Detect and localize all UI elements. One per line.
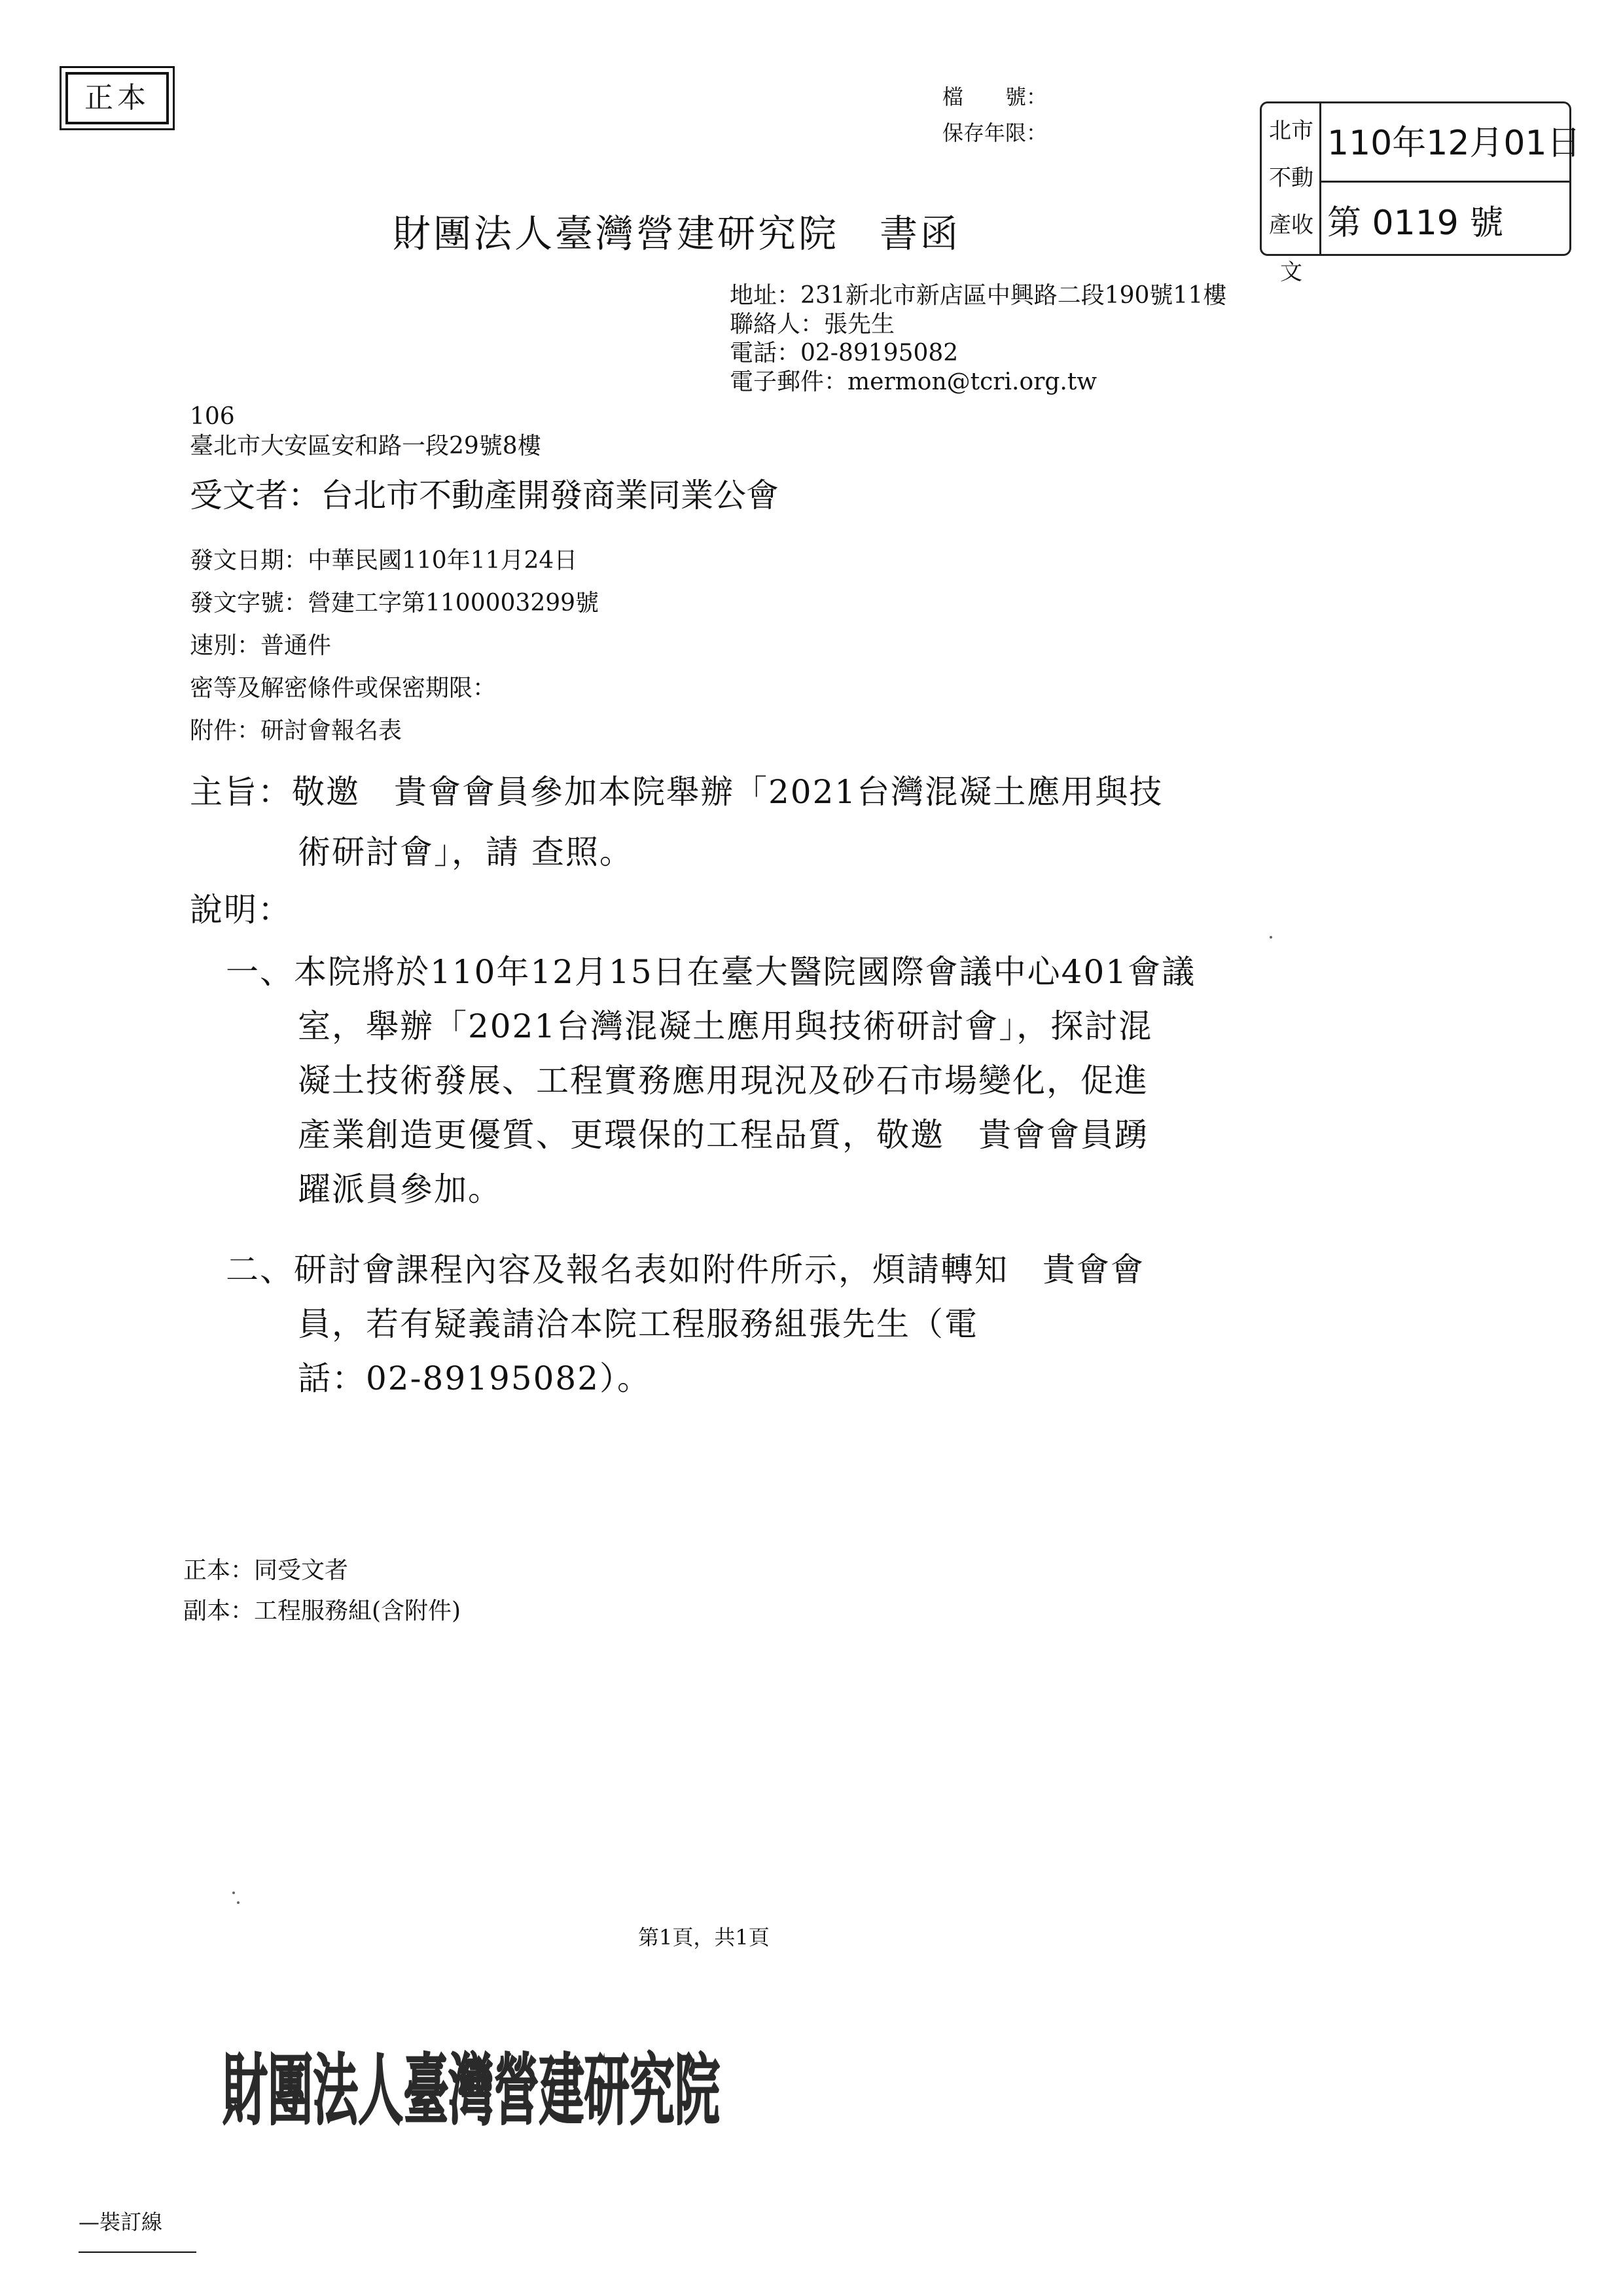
page-indicator: 第1頁，共1頁 (638, 1925, 770, 1950)
delivery-speed: 速別：普通件 (190, 632, 332, 659)
copy-recipient: 副本：工程服務組(含附件) (183, 1598, 461, 1624)
secrecy-level: 密等及解密條件或保密期限： (190, 675, 497, 702)
organization-seal (223, 2039, 720, 2144)
retention-period-label: 保存年限： (942, 120, 1048, 145)
recipient-postcode: 106 (190, 403, 235, 430)
receipt-stamp-agency: 北市不動產收文 (1269, 118, 1313, 285)
receipt-stamp-number: 第 0119 號 (1327, 204, 1504, 243)
sender-contact: 聯絡人：張先生 (730, 311, 895, 338)
item-1-line-4: 產業創造更優質、更環保的工程品質，敬邀 貴會會員踴 (298, 1116, 1149, 1154)
issue-date: 發文日期：中華民國110年11月24日 (190, 547, 578, 574)
organization-seal-text: 財團法人臺灣營建研究院 (223, 2045, 720, 2136)
item-1-line-5: 躍派員參加。 (298, 1170, 502, 1208)
sender-phone: 電話：02-89195082 (730, 340, 959, 367)
item-2-line-2: 員，若有疑義請洽本院工程服務組張先生（電 (298, 1305, 978, 1343)
attachment-line: 附件：研討會報名表 (190, 717, 402, 744)
recipient-address: 臺北市大安區安和路一段29號8樓 (190, 433, 541, 459)
item-1-line-3: 凝土技術發展、工程實務應用現況及砂石市場變化，促進 (298, 1062, 1149, 1100)
sender-address: 地址：231新北市新店區中興路二段190號11樓 (730, 282, 1227, 309)
item-1-line-2: 室，舉辦「2021台灣混凝土應用與技術研討會」，探討混 (298, 1007, 1153, 1045)
recipient-line: 受文者：台北市不動產開發商業同業公會 (190, 476, 779, 514)
receipt-stamp (1260, 101, 1581, 285)
receipt-stamp-date: 110年12月01日 (1327, 124, 1581, 163)
subject-line-2: 術研討會」，請 查照。 (298, 833, 633, 871)
document-title: 財團法人臺灣營建研究院 書函 (393, 211, 961, 256)
document-number: 發文字號：營建工字第1100003299號 (190, 590, 599, 617)
copy-type-tag: 正本 (65, 72, 169, 124)
sender-email: 電子郵件：mermon@tcri.org.tw (730, 368, 1097, 395)
item-1-line-1: 一、本院將於110年12月15日在臺大醫院國際會議中心401會議 (226, 953, 1196, 991)
original-recipient: 正本：同受文者 (183, 1557, 349, 1584)
subject-line-1: 主旨：敬邀 貴會會員參加本院舉辦「2021台灣混凝土應用與技 (190, 773, 1164, 811)
binding-line-label: —裝訂線 (79, 2210, 163, 2234)
item-2-line-3: 話：02-89195082）。 (298, 1359, 652, 1397)
binding-rule (79, 2251, 196, 2253)
explanation-label: 說明： (190, 891, 292, 929)
item-2-line-1: 二、研討會課程內容及報名表如附件所示，煩請轉知 貴會會 (226, 1251, 1145, 1289)
file-number-label: 檔 號： (942, 84, 1048, 109)
